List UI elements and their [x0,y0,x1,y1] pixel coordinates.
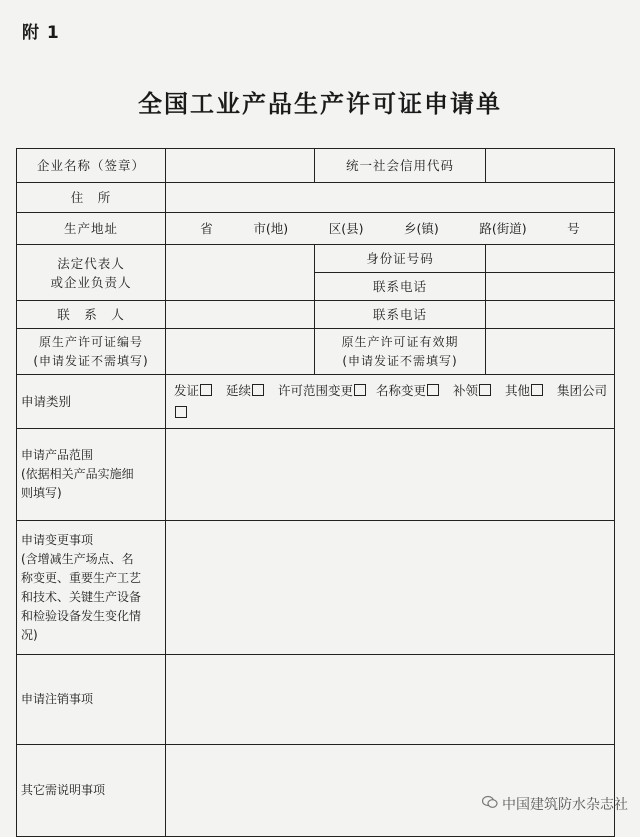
product-scope-label [17,429,166,521]
row-contact [17,301,615,329]
application-form-table [16,148,615,837]
product-scope-line3: 则填写) [21,486,62,500]
phone1-label: 联系电话 [315,273,486,301]
change-items-line2: (含增减生产场点、名 [21,551,134,566]
legal-rep-label [17,245,166,301]
orig-license-no-line2: (申请发证不需填写) [33,353,149,368]
product-scope-line1: 申请产品范围 [21,448,94,462]
address-number: 号 [567,221,580,236]
other-notes-label: 其它需说明事项 [17,745,166,837]
watermark-text: 中国建筑防水杂志社 [502,797,628,813]
change-items-line3: 称变更、重要生产工艺 [21,570,142,585]
other-notes-field[interactable] [166,745,615,837]
row-company-name [17,149,615,183]
application-type-label: 申请类别 [17,375,166,429]
residence-label: 住 所 [17,183,166,213]
annex-label: 附 1 [22,23,60,43]
checkbox-icon[interactable] [354,384,366,396]
orig-license-valid-label [315,329,486,375]
option-group-company[interactable]: 集团公司 [174,383,607,420]
product-scope-line2: (依据相关产品实施细 [21,467,134,481]
address-town: 乡(镇) [404,221,439,236]
change-items-line6: 况) [21,627,38,642]
orig-license-no-field[interactable] [166,329,315,375]
checkbox-icon[interactable] [479,384,491,396]
option-reissue[interactable]: 补领 [453,383,491,398]
row-change-items [17,521,615,655]
checkbox-icon[interactable] [427,384,439,396]
watermark [482,794,628,814]
checkbox-icon[interactable] [200,384,212,396]
id-number-label: 身份证号码 [315,245,486,273]
application-type-options [166,375,615,429]
production-address-field[interactable] [166,213,615,245]
address-province: 省 [200,221,213,236]
production-address-label: 生产地址 [17,213,166,245]
checkbox-icon[interactable] [531,384,543,396]
phone1-field[interactable] [486,273,615,301]
residence-field[interactable] [166,183,615,213]
orig-license-valid-line2: (申请发证不需填写) [342,353,458,368]
row-production-address [17,213,615,245]
row-legal-rep-1 [17,245,615,273]
credit-code-field[interactable] [486,149,615,183]
orig-license-valid-line1: 原生产许可证有效期 [341,334,459,349]
change-items-line4: 和技术、关键生产设备 [21,589,142,604]
row-residence [17,183,615,213]
address-street: 路(街道) [479,221,527,236]
contact-person-field[interactable] [166,301,315,329]
option-scope-change[interactable]: 许可范围变更 [278,383,366,398]
orig-license-valid-field[interactable] [486,329,615,375]
wechat-icon [482,795,498,813]
cancel-items-label: 申请注销事项 [17,655,166,745]
phone2-label: 联系电话 [315,301,486,329]
row-product-scope [17,429,615,521]
option-issue[interactable]: 发证 [174,383,212,398]
row-application-type [17,375,615,429]
orig-license-no-line1: 原生产许可证编号 [38,334,143,349]
change-items-line5: 和检验设备发生变化情 [21,608,142,623]
change-items-field[interactable] [166,521,615,655]
phone2-field[interactable] [486,301,615,329]
page-title: 全国工业产品生产许可证申请单 [138,89,502,118]
address-city: 市(地) [253,221,289,236]
legal-rep-field[interactable] [166,245,315,301]
cancel-items-field[interactable] [166,655,615,745]
option-renewal[interactable]: 延续 [226,383,264,398]
checkbox-icon[interactable] [252,384,264,396]
credit-code-label: 统一社会信用代码 [315,149,486,183]
id-number-field[interactable] [486,245,615,273]
legal-rep-line1: 法定代表人 [57,255,125,271]
checkbox-icon[interactable] [175,406,187,418]
row-cancel-items [17,655,615,745]
change-items-line1: 申请变更事项 [21,532,94,547]
row-orig-license [17,329,615,375]
product-scope-field[interactable] [166,429,615,521]
option-name-change[interactable]: 名称变更 [376,383,439,398]
orig-license-no-label [17,329,166,375]
change-items-label [17,521,166,655]
contact-person-label: 联 系 人 [17,301,166,329]
address-county: 区(县) [328,221,364,236]
option-other[interactable]: 其他 [505,383,543,398]
legal-rep-line2: 或企业负责人 [50,274,132,290]
company-name-field[interactable] [166,149,315,183]
company-name-label: 企业名称（签章） [17,149,166,183]
row-other-notes [17,745,615,837]
